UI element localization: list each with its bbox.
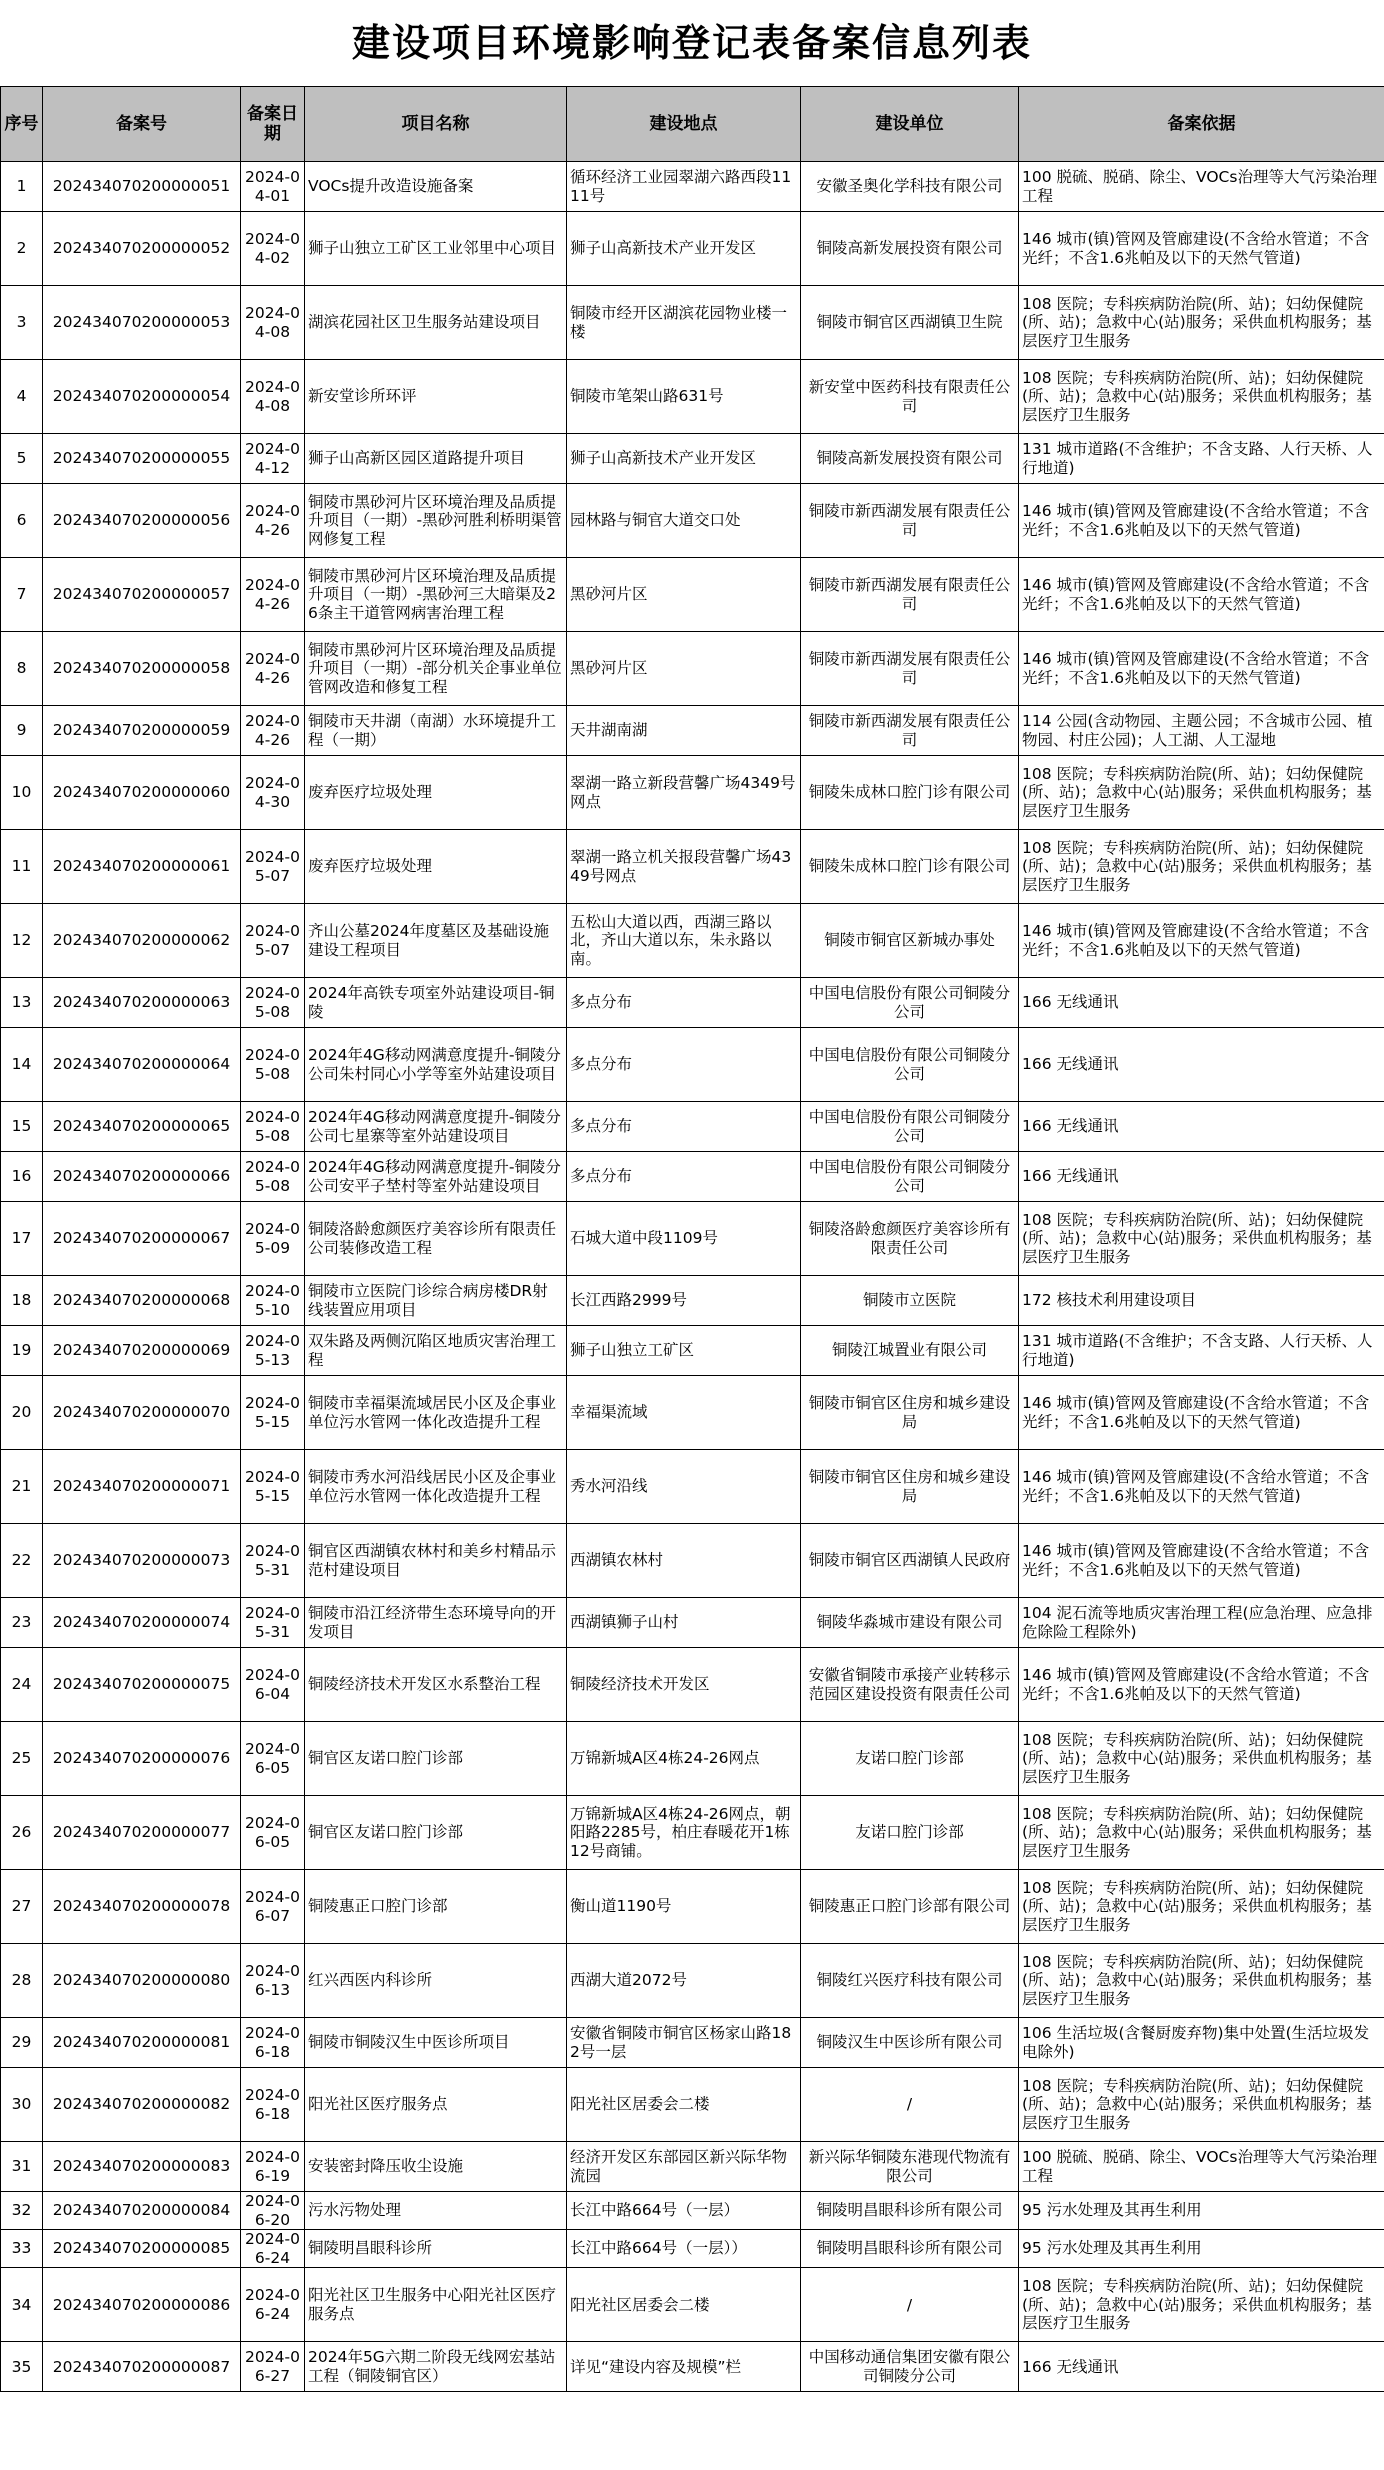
build-unit-cell: 中国电信股份有限公司铜陵分公司: [801, 1028, 1019, 1102]
record-number-cell: 202434070200000087: [43, 2342, 241, 2392]
build-location-cell: 多点分布: [567, 1152, 801, 1202]
table-row: [1, 2142, 1384, 2192]
build-location-cell: 五松山大道以西，西湖三路以北，齐山大道以东，朱永路以南。: [567, 904, 801, 978]
record-date-cell: 2024-06-27: [241, 2342, 305, 2392]
row-number-cell: 1: [1, 162, 43, 212]
row-number-cell: 16: [1, 1152, 43, 1202]
record-number-cell: 202434070200000077: [43, 1796, 241, 1870]
project-name-cell: 铜陵经济技术开发区水系整治工程: [305, 1648, 567, 1722]
record-number-cell: 202434070200000071: [43, 1450, 241, 1524]
record-date-cell: 2024-05-07: [241, 830, 305, 904]
record-number-cell: 202434070200000066: [43, 1152, 241, 1202]
build-unit-cell: /: [801, 2068, 1019, 2142]
row-number-cell: 22: [1, 1524, 43, 1598]
build-location-cell: 黑砂河片区: [567, 558, 801, 632]
table-row: [1, 212, 1384, 286]
table-row: [1, 2268, 1384, 2342]
build-location-cell: 阳光社区居委会二楼: [567, 2268, 801, 2342]
build-location-cell: 园林路与铜官大道交口处: [567, 484, 801, 558]
build-location-cell: 秀水河沿线: [567, 1450, 801, 1524]
build-unit-cell: 安徽圣奥化学科技有限公司: [801, 162, 1019, 212]
record-basis-cell: 146 城市(镇)管网及管廊建设(不含给水管道；不含光纤；不含1.6兆帕及以下的天然气管道): [1019, 1376, 1384, 1450]
table-row: [1, 1796, 1384, 1870]
row-number-cell: 30: [1, 2068, 43, 2142]
record-date-cell: 2024-04-26: [241, 558, 305, 632]
record-number-cell: 202434070200000051: [43, 162, 241, 212]
record-date-cell: 2024-06-18: [241, 2068, 305, 2142]
table-row: [1, 1276, 1384, 1326]
record-number-cell: 202434070200000069: [43, 1326, 241, 1376]
build-location-cell: 多点分布: [567, 978, 801, 1028]
build-unit-cell: 铜陵市新西湖发展有限责任公司: [801, 558, 1019, 632]
table-row: [1, 1648, 1384, 1722]
table-row: [1, 1524, 1384, 1598]
record-number-cell: 202434070200000073: [43, 1524, 241, 1598]
build-location-cell: 多点分布: [567, 1102, 801, 1152]
row-number-cell: 34: [1, 2268, 43, 2342]
build-unit-cell: 铜陵市铜官区住房和城乡建设局: [801, 1450, 1019, 1524]
record-number-cell: 202434070200000061: [43, 830, 241, 904]
row-number-cell: 18: [1, 1276, 43, 1326]
build-unit-cell: 铜陵高新发展投资有限公司: [801, 434, 1019, 484]
row-number-cell: 25: [1, 1722, 43, 1796]
table-row: [1, 830, 1384, 904]
table-row: [1, 756, 1384, 830]
row-number-cell: 28: [1, 1944, 43, 2018]
table-row: [1, 1028, 1384, 1102]
table-row: [1, 2068, 1384, 2142]
build-location-cell: 阳光社区居委会二楼: [567, 2068, 801, 2142]
record-basis-cell: 146 城市(镇)管网及管廊建设(不含给水管道；不含光纤；不含1.6兆帕及以下的天然气管道): [1019, 212, 1384, 286]
table-row: [1, 2230, 1384, 2268]
record-basis-cell: 131 城市道路(不含维护；不含支路、人行天桥、人行地道): [1019, 1326, 1384, 1376]
table-row: [1, 1102, 1384, 1152]
project-name-cell: 铜陵明昌眼科诊所: [305, 2230, 567, 2268]
table-row: [1, 1202, 1384, 1276]
project-name-cell: 湖滨花园社区卫生服务站建设项目: [305, 286, 567, 360]
table-row: [1, 2018, 1384, 2068]
row-number-cell: 27: [1, 1870, 43, 1944]
build-location-cell: 万锦新城A区4栋24-26网点，朝阳路2285号，柏庄春暖花开1栋12号商铺。: [567, 1796, 801, 1870]
record-number-cell: 202434070200000058: [43, 632, 241, 706]
project-name-cell: 2024年4G移动网满意度提升-铜陵分公司安平子埜村等室外站建设项目: [305, 1152, 567, 1202]
build-unit-cell: 铜陵红兴医疗科技有限公司: [801, 1944, 1019, 2018]
record-basis-cell: 166 无线通讯: [1019, 1028, 1384, 1102]
record-date-cell: 2024-05-08: [241, 978, 305, 1028]
project-name-cell: 2024年4G移动网满意度提升-铜陵分公司七星寨等室外站建设项目: [305, 1102, 567, 1152]
row-number-cell: 13: [1, 978, 43, 1028]
build-location-cell: 天井湖南湖: [567, 706, 801, 756]
table-row: [1, 706, 1384, 756]
row-number-cell: 4: [1, 360, 43, 434]
project-name-cell: 2024年高铁专项室外站建设项目-铜陵: [305, 978, 567, 1028]
record-date-cell: 2024-06-24: [241, 2268, 305, 2342]
build-location-cell: 翠湖一路立机关报段营馨广场4349号网点: [567, 830, 801, 904]
record-date-cell: 2024-04-12: [241, 434, 305, 484]
table-row: [1, 978, 1384, 1028]
row-number-cell: 10: [1, 756, 43, 830]
row-number-cell: 23: [1, 1598, 43, 1648]
record-basis-cell: 146 城市(镇)管网及管廊建设(不含给水管道；不含光纤；不含1.6兆帕及以下的天然气管道): [1019, 1450, 1384, 1524]
build-unit-cell: 铜陵汉生中医诊所有限公司: [801, 2018, 1019, 2068]
record-date-cell: 2024-06-07: [241, 1870, 305, 1944]
record-number-cell: 202434070200000065: [43, 1102, 241, 1152]
build-unit-cell: 铜陵洛龄愈颜医疗美容诊所有限责任公司: [801, 1202, 1019, 1276]
record-date-cell: 2024-04-26: [241, 484, 305, 558]
row-number-cell: 7: [1, 558, 43, 632]
build-unit-cell: 安徽省铜陵市承接产业转移示范园区建设投资有限责任公司: [801, 1648, 1019, 1722]
build-location-cell: 安徽省铜陵市铜官区杨家山路182号一层: [567, 2018, 801, 2068]
record-number-cell: 202434070200000083: [43, 2142, 241, 2192]
record-basis-cell: 108 医院；专科疾病防治院(所、站)；妇幼保健院(所、站)；急救中心(站)服务；采供血机构服务；基层医疗卫生服务: [1019, 1722, 1384, 1796]
project-name-cell: 铜陵市秀水河沿线居民小区及企事业单位污水管网一体化改造提升工程: [305, 1450, 567, 1524]
build-location-cell: 多点分布: [567, 1028, 801, 1102]
build-unit-cell: 铜陵市新西湖发展有限责任公司: [801, 632, 1019, 706]
table-header-row: [1, 87, 1384, 162]
record-date-cell: 2024-05-31: [241, 1598, 305, 1648]
record-number-cell: 202434070200000081: [43, 2018, 241, 2068]
record-basis-cell: 108 医院；专科疾病防治院(所、站)；妇幼保健院(所、站)；急救中心(站)服务；采供血机构服务；基层医疗卫生服务: [1019, 360, 1384, 434]
build-location-cell: 西湖镇农林村: [567, 1524, 801, 1598]
build-location-cell: 狮子山高新技术产业开发区: [567, 434, 801, 484]
record-number-cell: 202434070200000055: [43, 434, 241, 484]
build-unit-cell: 新安堂中医药科技有限责任公司: [801, 360, 1019, 434]
build-location-cell: 狮子山高新技术产业开发区: [567, 212, 801, 286]
build-unit-cell: 中国电信股份有限公司铜陵分公司: [801, 1152, 1019, 1202]
project-name-cell: 铜官区友诺口腔门诊部: [305, 1722, 567, 1796]
record-basis-cell: 106 生活垃圾(含餐厨废弃物)集中处置(生活垃圾发电除外): [1019, 2018, 1384, 2068]
record-date-cell: 2024-06-19: [241, 2142, 305, 2192]
column-header-name: 项目名称: [305, 87, 567, 162]
project-name-cell: 废弃医疗垃圾处理: [305, 830, 567, 904]
record-date-cell: 2024-05-09: [241, 1202, 305, 1276]
row-number-cell: 14: [1, 1028, 43, 1102]
record-date-cell: 2024-05-08: [241, 1102, 305, 1152]
build-unit-cell: 铜陵江城置业有限公司: [801, 1326, 1019, 1376]
record-date-cell: 2024-06-05: [241, 1796, 305, 1870]
project-name-cell: 2024年4G移动网满意度提升-铜陵分公司朱村同心小学等室外站建设项目: [305, 1028, 567, 1102]
build-unit-cell: 友诺口腔门诊部: [801, 1722, 1019, 1796]
record-table: [0, 86, 1384, 2392]
record-date-cell: 2024-05-31: [241, 1524, 305, 1598]
row-number-cell: 8: [1, 632, 43, 706]
row-number-cell: 2: [1, 212, 43, 286]
build-unit-cell: 铜陵朱成林口腔门诊有限公司: [801, 830, 1019, 904]
record-date-cell: 2024-06-24: [241, 2230, 305, 2268]
project-name-cell: 红兴西医内科诊所: [305, 1944, 567, 2018]
table-row: [1, 162, 1384, 212]
build-location-cell: 详见“建设内容及规模”栏: [567, 2342, 801, 2392]
row-number-cell: 33: [1, 2230, 43, 2268]
project-name-cell: 阳光社区卫生服务中心阳光社区医疗服务点: [305, 2268, 567, 2342]
build-unit-cell: 中国移动通信集团安徽有限公司铜陵分公司: [801, 2342, 1019, 2392]
record-number-cell: 202434070200000059: [43, 706, 241, 756]
record-date-cell: 2024-04-30: [241, 756, 305, 830]
row-number-cell: 17: [1, 1202, 43, 1276]
page-title: 建设项目环境影响登记表备案信息列表: [351, 21, 1032, 65]
record-basis-cell: 108 医院；专科疾病防治院(所、站)；妇幼保健院(所、站)；急救中心(站)服务；采供血机构服务；基层医疗卫生服务: [1019, 1944, 1384, 2018]
record-basis-cell: 166 无线通讯: [1019, 978, 1384, 1028]
build-location-cell: 长江中路664号（一层））: [567, 2230, 801, 2268]
build-location-cell: 西湖大道2072号: [567, 1944, 801, 2018]
project-name-cell: 双朱路及两侧沉陷区地质灾害治理工程: [305, 1326, 567, 1376]
project-name-cell: 2024年5G六期二阶段无线网宏基站工程（铜陵铜官区）: [305, 2342, 567, 2392]
build-unit-cell: 铜陵朱成林口腔门诊有限公司: [801, 756, 1019, 830]
record-date-cell: 2024-05-08: [241, 1152, 305, 1202]
row-number-cell: 11: [1, 830, 43, 904]
record-date-cell: 2024-04-01: [241, 162, 305, 212]
table-row: [1, 1376, 1384, 1450]
project-name-cell: 铜陵市立医院门诊综合病房楼DR射线装置应用项目: [305, 1276, 567, 1326]
row-number-cell: 29: [1, 2018, 43, 2068]
record-date-cell: 2024-04-08: [241, 286, 305, 360]
project-name-cell: VOCs提升改造设施备案: [305, 162, 567, 212]
build-location-cell: 循环经济工业园翠湖六路西段1111号: [567, 162, 801, 212]
record-date-cell: 2024-06-13: [241, 1944, 305, 2018]
record-date-cell: 2024-05-15: [241, 1376, 305, 1450]
row-number-cell: 6: [1, 484, 43, 558]
project-name-cell: 铜陵市沿江经济带生态环境导向的开发项目: [305, 1598, 567, 1648]
row-number-cell: 12: [1, 904, 43, 978]
project-name-cell: 齐山公墓2024年度墓区及基础设施建设工程项目: [305, 904, 567, 978]
table-row: [1, 484, 1384, 558]
record-basis-cell: 146 城市(镇)管网及管廊建设(不含给水管道；不含光纤；不含1.6兆帕及以下的天然气管道): [1019, 904, 1384, 978]
table-row: [1, 1722, 1384, 1796]
record-number-cell: 202434070200000063: [43, 978, 241, 1028]
build-location-cell: 经济开发区东部园区新兴际华物流园: [567, 2142, 801, 2192]
record-date-cell: 2024-04-02: [241, 212, 305, 286]
project-name-cell: 铜官区友诺口腔门诊部: [305, 1796, 567, 1870]
table-row: [1, 1450, 1384, 1524]
project-name-cell: 阳光社区医疗服务点: [305, 2068, 567, 2142]
record-basis-cell: 146 城市(镇)管网及管廊建设(不含给水管道；不含光纤；不含1.6兆帕及以下的天然气管道): [1019, 484, 1384, 558]
build-location-cell: 衡山道1190号: [567, 1870, 801, 1944]
row-number-cell: 24: [1, 1648, 43, 1722]
record-number-cell: 202434070200000080: [43, 1944, 241, 2018]
table-row: [1, 1152, 1384, 1202]
build-location-cell: 黑砂河片区: [567, 632, 801, 706]
build-unit-cell: 铜陵市铜官区西湖镇人民政府: [801, 1524, 1019, 1598]
record-date-cell: 2024-04-26: [241, 706, 305, 756]
record-number-cell: 202434070200000053: [43, 286, 241, 360]
build-location-cell: 石城大道中段1109号: [567, 1202, 801, 1276]
row-number-cell: 19: [1, 1326, 43, 1376]
record-basis-cell: 108 医院；专科疾病防治院(所、站)；妇幼保健院(所、站)；急救中心(站)服务；采供血机构服务；基层医疗卫生服务: [1019, 1870, 1384, 1944]
record-basis-cell: 108 医院；专科疾病防治院(所、站)；妇幼保健院(所、站)；急救中心(站)服务；采供血机构服务；基层医疗卫生服务: [1019, 1796, 1384, 1870]
record-basis-cell: 104 泥石流等地质灾害治理工程(应急治理、应急排危除险工程除外): [1019, 1598, 1384, 1648]
record-number-cell: 202434070200000070: [43, 1376, 241, 1450]
build-location-cell: 铜陵市笔架山路631号: [567, 360, 801, 434]
table-row: [1, 1326, 1384, 1376]
record-basis-cell: 131 城市道路(不含维护；不含支路、人行天桥、人行地道): [1019, 434, 1384, 484]
record-number-cell: 202434070200000085: [43, 2230, 241, 2268]
record-date-cell: 2024-05-08: [241, 1028, 305, 1102]
project-name-cell: 污水污物处理: [305, 2192, 567, 2230]
record-date-cell: 2024-06-18: [241, 2018, 305, 2068]
record-date-cell: 2024-05-15: [241, 1450, 305, 1524]
project-name-cell: 铜官区西湖镇农林村和美乡村精品示范村建设项目: [305, 1524, 567, 1598]
row-number-cell: 31: [1, 2142, 43, 2192]
record-basis-cell: 108 医院；专科疾病防治院(所、站)；妇幼保健院(所、站)；急救中心(站)服务；采供血机构服务；基层医疗卫生服务: [1019, 756, 1384, 830]
column-header-id: 备案号: [43, 87, 241, 162]
build-location-cell: 西湖镇狮子山村: [567, 1598, 801, 1648]
build-unit-cell: 铜陵高新发展投资有限公司: [801, 212, 1019, 286]
project-name-cell: 铜陵市铜陵汉生中医诊所项目: [305, 2018, 567, 2068]
record-number-cell: 202434070200000074: [43, 1598, 241, 1648]
row-number-cell: 20: [1, 1376, 43, 1450]
build-location-cell: 长江中路664号（一层）: [567, 2192, 801, 2230]
record-number-cell: 202434070200000082: [43, 2068, 241, 2142]
build-unit-cell: 铜陵市新西湖发展有限责任公司: [801, 484, 1019, 558]
record-basis-cell: 108 医院；专科疾病防治院(所、站)；妇幼保健院(所、站)；急救中心(站)服务；采供血机构服务；基层医疗卫生服务: [1019, 830, 1384, 904]
project-name-cell: 狮子山高新区园区道路提升项目: [305, 434, 567, 484]
record-date-cell: 2024-05-13: [241, 1326, 305, 1376]
table-row: [1, 286, 1384, 360]
build-unit-cell: 铜陵市铜官区新城办事处: [801, 904, 1019, 978]
build-unit-cell: 中国电信股份有限公司铜陵分公司: [801, 978, 1019, 1028]
table-row: [1, 434, 1384, 484]
table-row: [1, 2192, 1384, 2230]
record-basis-cell: 146 城市(镇)管网及管廊建设(不含给水管道；不含光纤；不含1.6兆帕及以下的天然气管道): [1019, 558, 1384, 632]
row-number-cell: 5: [1, 434, 43, 484]
record-basis-cell: 114 公园(含动物园、主题公园；不含城市公园、植物园、村庄公园)；人工湖、人工湿地: [1019, 706, 1384, 756]
build-unit-cell: 铜陵市新西湖发展有限责任公司: [801, 706, 1019, 756]
record-date-cell: 2024-04-08: [241, 360, 305, 434]
build-location-cell: 铜陵市经开区湖滨花园物业楼一楼: [567, 286, 801, 360]
record-number-cell: 202434070200000076: [43, 1722, 241, 1796]
project-name-cell: 铜陵市天井湖（南湖）水环境提升工程（一期）: [305, 706, 567, 756]
build-location-cell: 幸福渠流域: [567, 1376, 801, 1450]
column-header-date: 备案日期: [241, 87, 305, 162]
project-name-cell: 废弃医疗垃圾处理: [305, 756, 567, 830]
build-location-cell: 万锦新城A区4栋24-26网点: [567, 1722, 801, 1796]
table-row: [1, 2342, 1384, 2392]
row-number-cell: 35: [1, 2342, 43, 2392]
record-basis-cell: 95 污水处理及其再生利用: [1019, 2230, 1384, 2268]
build-unit-cell: 友诺口腔门诊部: [801, 1796, 1019, 1870]
record-number-cell: 202434070200000062: [43, 904, 241, 978]
record-date-cell: 2024-04-26: [241, 632, 305, 706]
project-name-cell: 铜陵市黑砂河片区环境治理及品质提升项目（一期）-部分机关企事业单位管网改造和修复工程: [305, 632, 567, 706]
row-number-cell: 9: [1, 706, 43, 756]
column-header-basis: 备案依据: [1019, 87, 1384, 162]
row-number-cell: 32: [1, 2192, 43, 2230]
build-unit-cell: 新兴际华铜陵东港现代物流有限公司: [801, 2142, 1019, 2192]
record-basis-cell: 100 脱硫、脱硝、除尘、VOCs治理等大气污染治理工程: [1019, 2142, 1384, 2192]
table-row: [1, 1598, 1384, 1648]
build-unit-cell: 中国电信股份有限公司铜陵分公司: [801, 1102, 1019, 1152]
column-header-no: 序号: [1, 87, 43, 162]
project-name-cell: 铜陵市黑砂河片区环境治理及品质提升项目（一期）-黑砂河三大暗渠及26条主干道管网病害治理工程: [305, 558, 567, 632]
build-location-cell: 翠湖一路立新段营馨广场4349号网点: [567, 756, 801, 830]
record-number-cell: 202434070200000054: [43, 360, 241, 434]
project-name-cell: 狮子山独立工矿区工业邻里中心项目: [305, 212, 567, 286]
build-unit-cell: 铜陵明昌眼科诊所有限公司: [801, 2230, 1019, 2268]
table-row: [1, 1944, 1384, 2018]
build-unit-cell: /: [801, 2268, 1019, 2342]
row-number-cell: 3: [1, 286, 43, 360]
project-name-cell: 安装密封降压收尘设施: [305, 2142, 567, 2192]
record-date-cell: 2024-05-10: [241, 1276, 305, 1326]
record-basis-cell: 166 无线通讯: [1019, 1152, 1384, 1202]
table-row: [1, 360, 1384, 434]
project-name-cell: 铜陵市幸福渠流域居民小区及企事业单位污水管网一体化改造提升工程: [305, 1376, 567, 1450]
build-unit-cell: 铜陵市立医院: [801, 1276, 1019, 1326]
record-basis-cell: 166 无线通讯: [1019, 2342, 1384, 2392]
project-name-cell: 铜陵市黑砂河片区环境治理及品质提升项目（一期）-黑砂河胜利桥明渠管网修复工程: [305, 484, 567, 558]
build-unit-cell: 铜陵惠正口腔门诊部有限公司: [801, 1870, 1019, 1944]
record-number-cell: 202434070200000067: [43, 1202, 241, 1276]
table-row: [1, 1870, 1384, 1944]
record-basis-cell: 108 医院；专科疾病防治院(所、站)；妇幼保健院(所、站)；急救中心(站)服务；采供血机构服务；基层医疗卫生服务: [1019, 1202, 1384, 1276]
record-date-cell: 2024-06-20: [241, 2192, 305, 2230]
record-basis-cell: 100 脱硫、脱硝、除尘、VOCs治理等大气污染治理工程: [1019, 162, 1384, 212]
record-number-cell: 202434070200000064: [43, 1028, 241, 1102]
table-row: [1, 904, 1384, 978]
record-date-cell: 2024-06-05: [241, 1722, 305, 1796]
record-basis-cell: 172 核技术利用建设项目: [1019, 1276, 1384, 1326]
record-date-cell: 2024-05-07: [241, 904, 305, 978]
project-name-cell: 铜陵洛龄愈颜医疗美容诊所有限责任公司装修改造工程: [305, 1202, 567, 1276]
column-header-unit: 建设单位: [801, 87, 1019, 162]
record-basis-cell: 95 污水处理及其再生利用: [1019, 2192, 1384, 2230]
record-number-cell: 202434070200000084: [43, 2192, 241, 2230]
project-name-cell: 新安堂诊所环评: [305, 360, 567, 434]
column-header-location: 建设地点: [567, 87, 801, 162]
record-number-cell: 202434070200000068: [43, 1276, 241, 1326]
record-basis-cell: 108 医院；专科疾病防治院(所、站)；妇幼保健院(所、站)；急救中心(站)服务；采供血机构服务；基层医疗卫生服务: [1019, 286, 1384, 360]
build-location-cell: 长江西路2999号: [567, 1276, 801, 1326]
record-number-cell: 202434070200000086: [43, 2268, 241, 2342]
row-number-cell: 15: [1, 1102, 43, 1152]
record-number-cell: 202434070200000057: [43, 558, 241, 632]
record-basis-cell: 108 医院；专科疾病防治院(所、站)；妇幼保健院(所、站)；急救中心(站)服务；采供血机构服务；基层医疗卫生服务: [1019, 2268, 1384, 2342]
build-unit-cell: 铜陵市铜官区西湖镇卫生院: [801, 286, 1019, 360]
build-unit-cell: 铜陵市铜官区住房和城乡建设局: [801, 1376, 1019, 1450]
record-basis-cell: 146 城市(镇)管网及管廊建设(不含给水管道；不含光纤；不含1.6兆帕及以下的天然气管道): [1019, 1648, 1384, 1722]
record-basis-cell: 166 无线通讯: [1019, 1102, 1384, 1152]
record-number-cell: 202434070200000078: [43, 1870, 241, 1944]
record-number-cell: 202434070200000052: [43, 212, 241, 286]
record-basis-cell: 146 城市(镇)管网及管廊建设(不含给水管道；不含光纤；不含1.6兆帕及以下的天然气管道): [1019, 1524, 1384, 1598]
table-row: [1, 632, 1384, 706]
record-date-cell: 2024-06-04: [241, 1648, 305, 1722]
record-basis-cell: 146 城市(镇)管网及管廊建设(不含给水管道；不含光纤；不含1.6兆帕及以下的天然气管道): [1019, 632, 1384, 706]
row-number-cell: 26: [1, 1796, 43, 1870]
build-unit-cell: 铜陵明昌眼科诊所有限公司: [801, 2192, 1019, 2230]
build-location-cell: 铜陵经济技术开发区: [567, 1648, 801, 1722]
record-basis-cell: 108 医院；专科疾病防治院(所、站)；妇幼保健院(所、站)；急救中心(站)服务；采供血机构服务；基层医疗卫生服务: [1019, 2068, 1384, 2142]
record-number-cell: 202434070200000075: [43, 1648, 241, 1722]
record-number-cell: 202434070200000056: [43, 484, 241, 558]
build-location-cell: 狮子山独立工矿区: [567, 1326, 801, 1376]
record-number-cell: 202434070200000060: [43, 756, 241, 830]
table-row: [1, 558, 1384, 632]
build-unit-cell: 铜陵华淼城市建设有限公司: [801, 1598, 1019, 1648]
row-number-cell: 21: [1, 1450, 43, 1524]
project-name-cell: 铜陵惠正口腔门诊部: [305, 1870, 567, 1944]
